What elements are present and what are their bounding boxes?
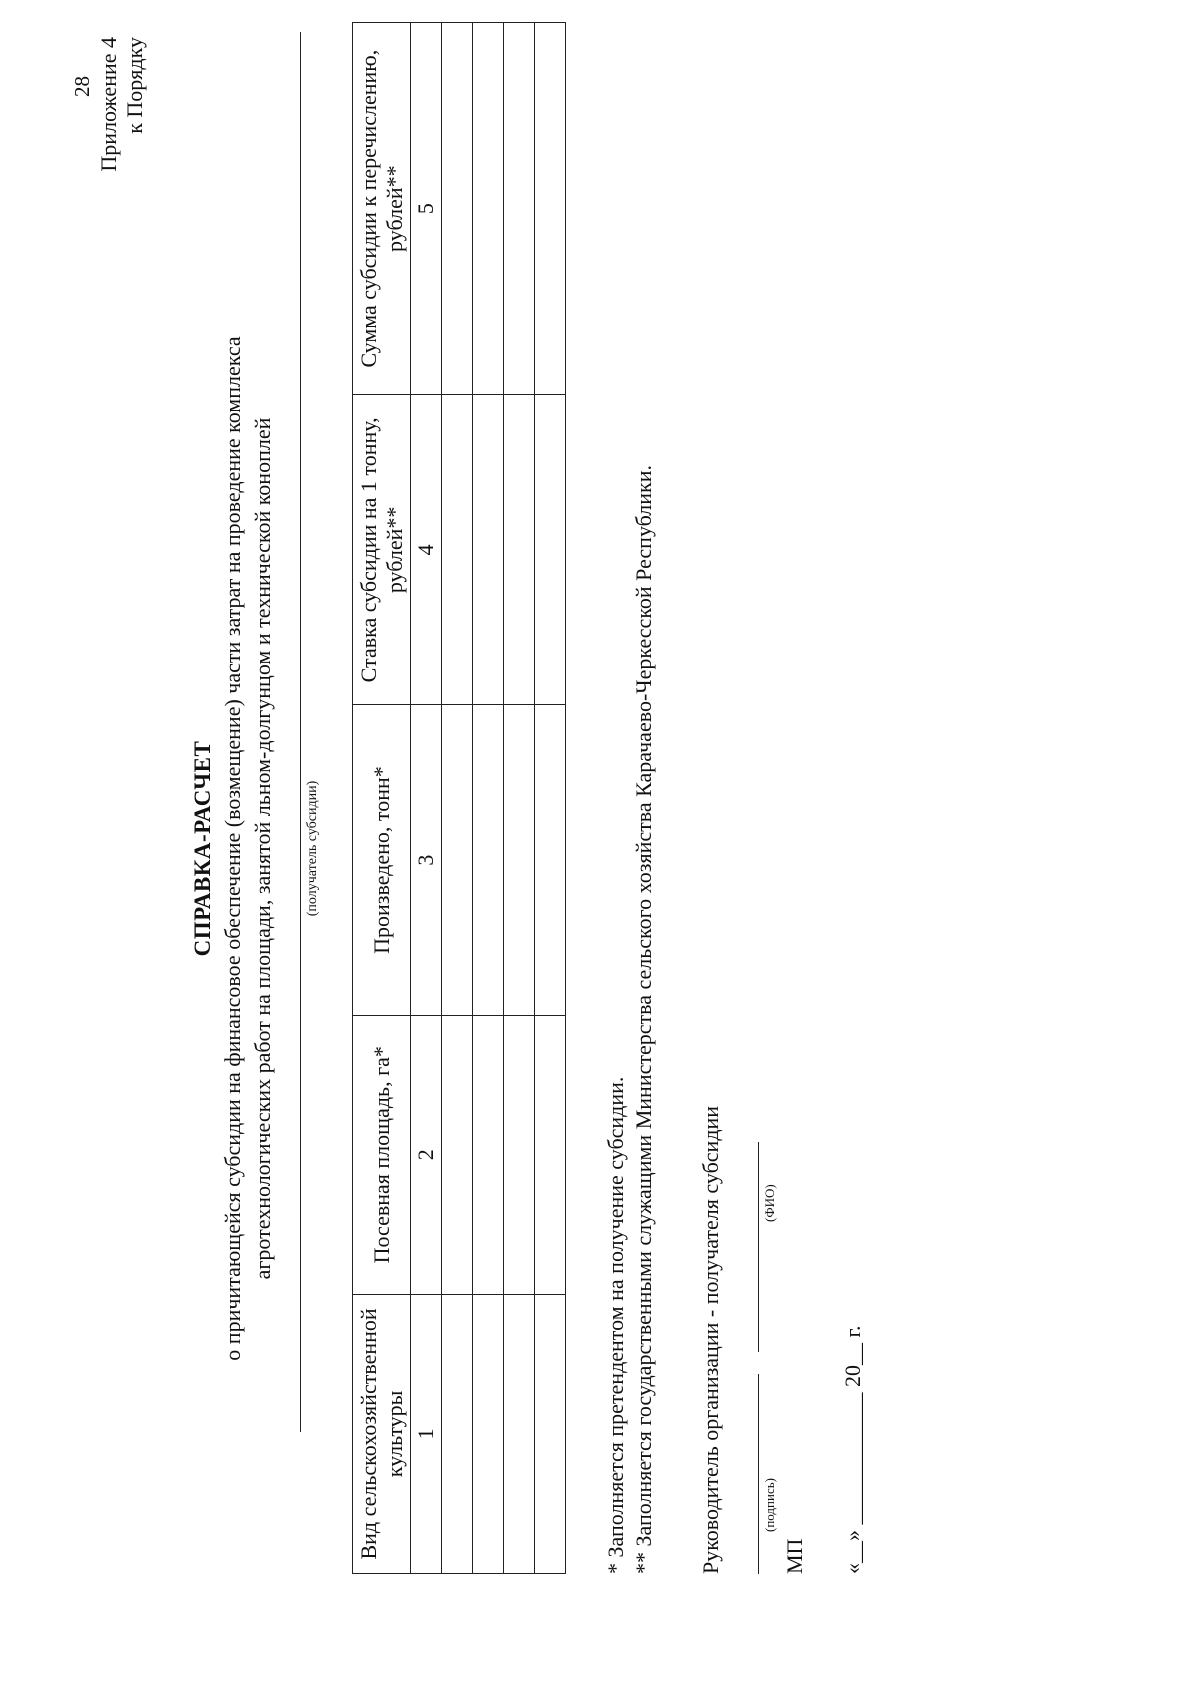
fio-line	[758, 1142, 759, 1352]
recipient-fill-line	[300, 32, 301, 1432]
table-cell[interactable]	[442, 395, 473, 705]
table-cell[interactable]	[535, 395, 566, 705]
appendix-line-2: к Порядку	[122, 37, 147, 134]
col-number-4: 4	[411, 395, 442, 705]
table-cell[interactable]	[473, 1015, 504, 1294]
table-row	[442, 23, 473, 1574]
table-cell[interactable]	[504, 705, 535, 1015]
table-cell[interactable]	[504, 395, 535, 705]
table-cell[interactable]	[442, 23, 473, 395]
page-number: 28	[70, 76, 94, 97]
subtitle-line-1: о причитающейся субсидии на финансовое обеспечение (возмещение) части затрат на проведение комплекса	[220, 336, 245, 1361]
col-number-2: 2	[411, 1015, 442, 1294]
table-cell[interactable]	[535, 1015, 566, 1294]
table-cell[interactable]	[535, 23, 566, 395]
table-cell[interactable]	[504, 1294, 535, 1573]
header-sown-area: Посевная площадь, га*	[353, 1015, 411, 1294]
document-subtitle	[218, 0, 278, 1697]
table-cell[interactable]	[442, 1015, 473, 1294]
header-rate: Ставка субсидии на 1 тонну, рублей**	[353, 395, 411, 705]
table-cell[interactable]	[442, 705, 473, 1015]
col-number-5: 5	[411, 23, 442, 395]
table-cell[interactable]	[535, 705, 566, 1015]
table-header-row	[353, 23, 411, 1574]
document-title: СПРАВКА-РАСЧЕТ	[190, 740, 215, 957]
table-row	[504, 23, 535, 1574]
table-cell[interactable]	[442, 1294, 473, 1573]
table-cell[interactable]	[473, 395, 504, 705]
fio-caption: (ФИО)	[762, 1184, 777, 1222]
subsidy-table	[352, 22, 566, 1574]
table-number-row	[411, 23, 442, 1574]
stamp-label: МП	[782, 1538, 807, 1574]
subtitle-line-2: агротехнологических работ на площади, занятой льном-долгунцом и технической коноплей	[250, 417, 275, 1280]
table-cell[interactable]	[504, 1015, 535, 1294]
table-cell[interactable]	[473, 23, 504, 395]
appendix-header	[96, 37, 148, 237]
table-row	[473, 23, 504, 1574]
signature-caption: (подпись)	[762, 1478, 777, 1532]
footnote-2: ** Заполняется государственными служащими Министерства сельского хозяйства Карачаево-Черкесской Республики.	[631, 464, 656, 1574]
table-cell[interactable]	[504, 23, 535, 395]
table-cell[interactable]	[473, 705, 504, 1015]
appendix-line-1: Приложение 4	[96, 37, 121, 172]
header-crop-type: Вид сельскохозяйственной культуры	[353, 1294, 411, 1573]
head-of-organization-label: Руководитель организации - получателя субсидии	[698, 1105, 723, 1574]
recipient-caption: (получатель субсидии)	[305, 780, 320, 917]
header-produced: Произведено, тонн*	[353, 705, 411, 1015]
col-number-3: 3	[411, 705, 442, 1015]
table-row	[535, 23, 566, 1574]
footnote-1: * Заполняется претендентом на получение субсидии.	[603, 1076, 628, 1574]
signature-line	[758, 1374, 759, 1574]
date-line: «__» ____________ 20__ г.	[840, 1325, 865, 1574]
table-cell[interactable]	[473, 1294, 504, 1573]
table-cell[interactable]	[535, 1294, 566, 1573]
header-sum: Сумма субсидии к перечислению, рублей**	[353, 23, 411, 395]
col-number-1: 1	[411, 1294, 442, 1573]
